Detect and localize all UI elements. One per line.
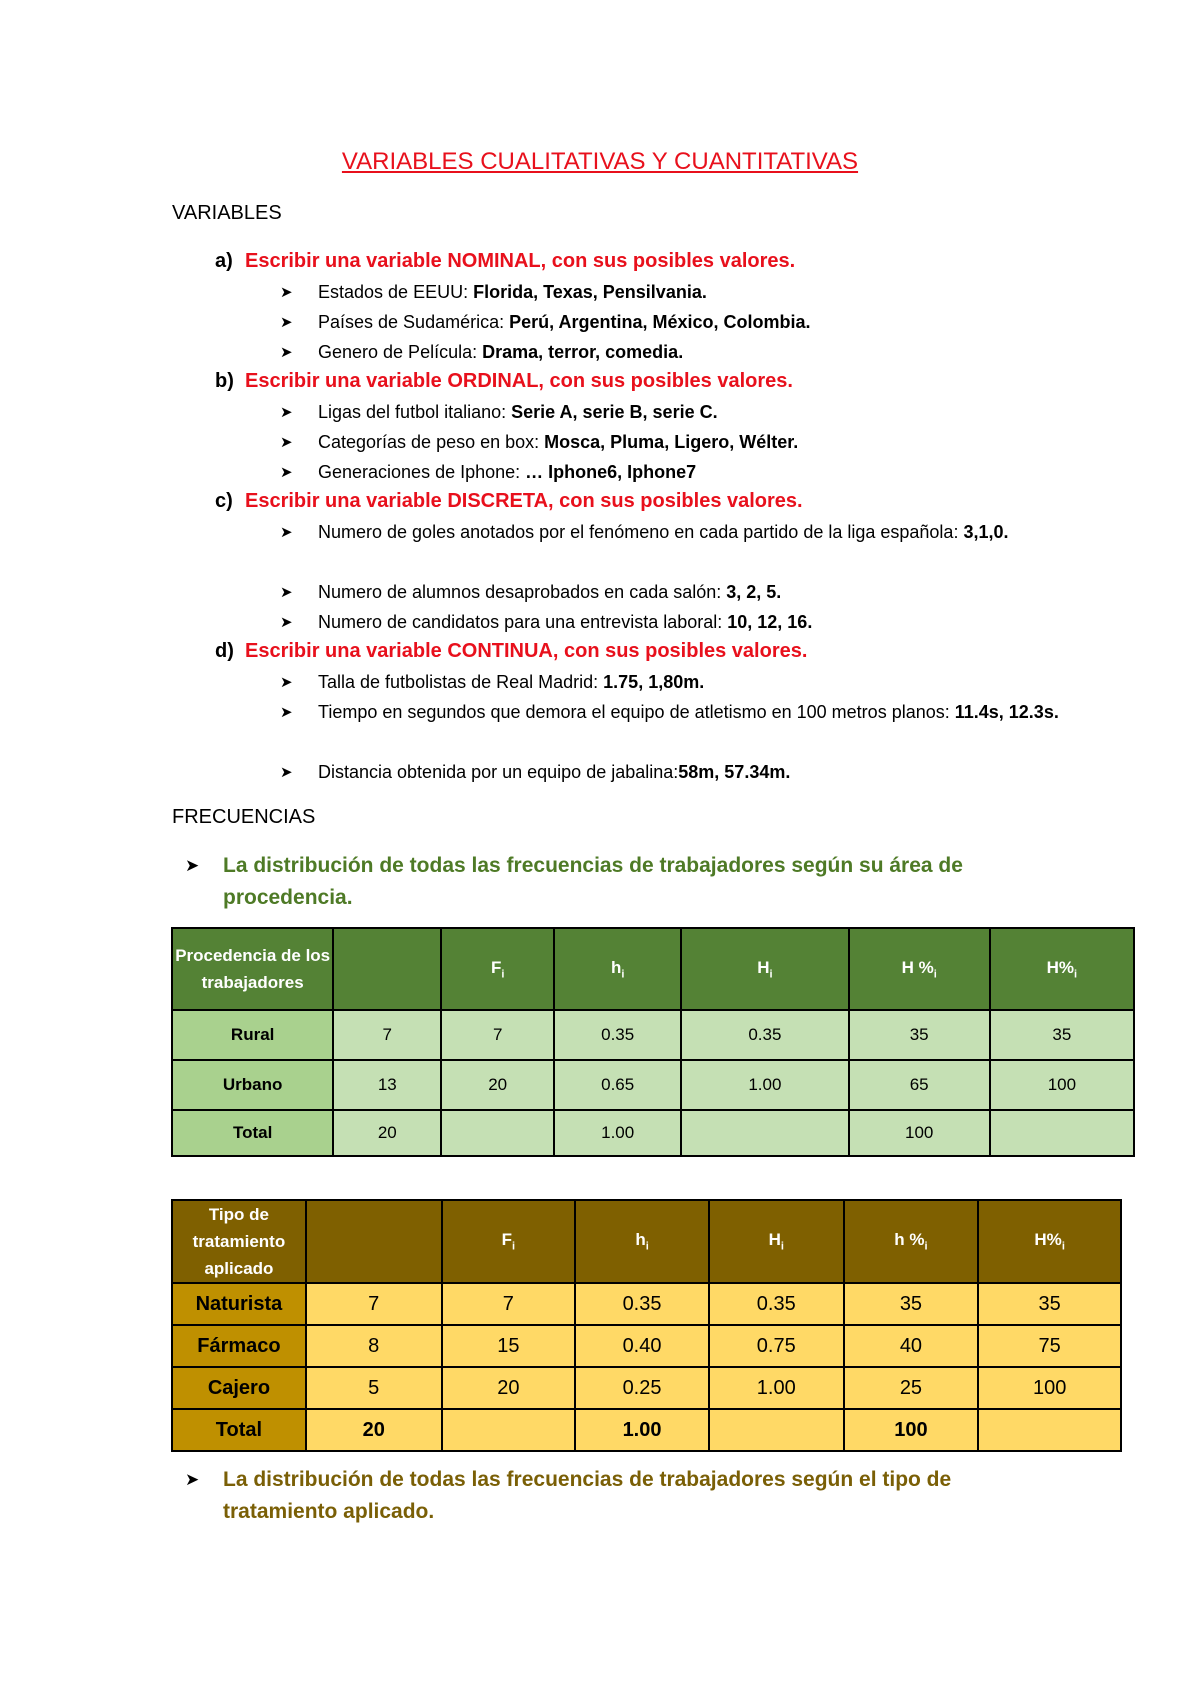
frecuencias-heading: FRECUENCIAS [172,806,316,828]
question-c: c) Escribir una variable DISCRETA, con sus posibles valores. [215,490,803,512]
table-cell: 5 [306,1367,442,1409]
table-cell: 0.25 [575,1367,709,1409]
table-cell: 15 [442,1325,576,1367]
arrow-bullet-icon: ➤ [280,314,293,331]
arrow-bullet-icon: ➤ [280,704,293,721]
table-cell: 0.35 [681,1010,848,1060]
table-header-cell: $H_i$ [681,928,848,1010]
row-label: Fármaco [172,1325,306,1367]
question-d: d) Escribir una variable CONTINUA, con sus posibles valores. [215,640,808,662]
table-cell: 0.35 [709,1283,844,1325]
arrow-bullet-icon: ➤ [280,404,293,421]
table-cell: 100 [978,1367,1121,1409]
arrow-bullet-icon: ➤ [280,584,293,601]
table-row [172,1110,1134,1156]
arrow-bullet-icon: ➤ [280,764,293,781]
table-cell: 100 [990,1060,1134,1110]
table-row [172,1325,1121,1367]
row-label: Cajero [172,1367,306,1409]
table-cell [978,1409,1121,1451]
arrow-bullet-icon: ➤ [280,464,293,481]
table-cell: 1.00 [681,1060,848,1110]
table-header-row [172,1200,1121,1283]
arrow-bullet-icon: ➤ [280,344,293,361]
table-header-cell: $H_i$ [709,1200,844,1283]
table-row [172,1010,1134,1060]
table-cell: 7 [441,1010,554,1060]
table-header-cell: h $\%_i$ [844,1200,979,1283]
table-row [172,1367,1121,1409]
table-cell [990,1110,1134,1156]
table-cell: 35 [978,1283,1121,1325]
document-page: VARIABLES CUALITATIVAS Y CUANTITATIVAS VARIABLES a) Escribir una variable NOMINAL, con sus posibles valores. ➤ Estados de EEUU: Florida, Texas, Pensilvania. ➤ Países de Sudamérica: Perú, Argentina, México, Colombia. ➤ Genero de Película: Drama, terror, comedia. b) Escribir una variable ORDINAL, con sus posibles valores. ➤ Ligas del futbol italiano: Serie A, serie B, serie C. ➤ Categorías de peso en box: Mosca, Pluma, Ligero, Wélter. ➤ Generaciones de Iphone: … Iphone6, Iphone7 c) Escribir una variable DISCRETA, con sus posibles valores. ➤ Numero de goles anotados por el fenómeno en cada partido de la liga española: 3,1,0. ➤ Numero de alumnos desaprobados en cada salón: 3, 2, 5. ➤ Numero de candidatos para una entrevista laboral: 10, 12, 16. d) Escribir una variable CONTINUA, con sus posibles valores. ➤ Talla de futbolistas de Real Madrid: 1.75, 1,80m. ➤ Tiempo en segundos que demora el equipo de atletismo en 100 metros planos: 11.4s, 12.3s. ➤ Distancia obtenida por un equipo de jabalina:58m, 57.34m. FRECUENCIAS ➤ La distribución de todas las frecuencias de trabajadores según su área de procedencia. Procedencia de los trabajadores $F_i$ $h_i$ $H_i$ H $\%_i$ $H\%_i$ Rural 7 7 0.35 0.35 35 35 Urbano 13 20 0.65 1.00 65 100 Total 20 1.00 100 Tipo de tratamiento aplicado $F_i$ $h_i$ $H_i$ h $\%_i$ $H\%_i$ Naturista 7 7 0.35 0.35 35 35 Fármaco 8 15 0.40 0.75 40 75 Cajero 5 20 0.25 1.00 25 100 Total 20 1.00 100 ➤ La distribución de todas las frecuencias de trabajadores según el tipo de tratamiento aplicado. [0,0,1200,1698]
table-header-cell: $H\%_i$ [990,928,1134,1010]
table-cell [681,1110,848,1156]
table-row [172,1060,1134,1110]
table-cell: 0.40 [575,1325,709,1367]
table-cell: 25 [844,1367,979,1409]
arrow-bullet-icon: ➤ [280,284,293,301]
arrow-bullet-icon: ➤ [280,524,293,541]
row-label: Urbano [172,1060,333,1110]
table-header-cell: $F_i$ [441,928,554,1010]
row-label: Total [172,1409,306,1451]
table-cell: 100 [844,1409,979,1451]
table-cell: 35 [990,1010,1134,1060]
table-header-cell: $H\%_i$ [978,1200,1121,1283]
table-cell: 1.00 [554,1110,681,1156]
table-header-cell: $h_i$ [575,1200,709,1283]
table-cell: 75 [978,1325,1121,1367]
table-header-row [172,928,1134,1010]
table-cell: 20 [441,1060,554,1110]
arrow-bullet-icon: ➤ [280,434,293,451]
table-header-cell: Procedencia de los trabajadores [172,928,333,1010]
table-cell [442,1409,576,1451]
table-cell: 0.35 [554,1010,681,1060]
table-cell: 20 [306,1409,442,1451]
table-cell: 0.75 [709,1325,844,1367]
table-cell: 7 [442,1283,576,1325]
table-cell: 20 [442,1367,576,1409]
table-header-cell: Tipo de tratamiento aplicado [172,1200,306,1283]
table-cell [441,1110,554,1156]
table-header-cell [333,928,441,1010]
table-cell: 1.00 [709,1367,844,1409]
table-cell: 40 [844,1325,979,1367]
table-header-cell: $F_i$ [442,1200,576,1283]
variables-heading: VARIABLES [172,202,282,224]
table-cell: 35 [849,1010,990,1060]
table-row [172,1283,1121,1325]
frequency-table-procedencia [171,927,1135,1157]
row-label: Total [172,1110,333,1156]
table-cell: 0.35 [575,1283,709,1325]
arrow-bullet-icon: ➤ [185,1470,200,1489]
table-header-cell: H $\%_i$ [849,928,990,1010]
table-cell: 8 [306,1325,442,1367]
question-b: b) Escribir una variable ORDINAL, con sus posibles valores. [215,370,793,392]
page-title: VARIABLES CUALITATIVAS Y CUANTITATIVAS [341,148,859,175]
frequency-table-tratamiento [171,1199,1122,1452]
table-cell: 13 [333,1060,441,1110]
table-cell: 35 [844,1283,979,1325]
table-cell: 1.00 [575,1409,709,1451]
table-header-cell: $h_i$ [554,928,681,1010]
row-label: Rural [172,1010,333,1060]
table-cell [709,1409,844,1451]
row-label: Naturista [172,1283,306,1325]
table-cell: 20 [333,1110,441,1156]
arrow-bullet-icon: ➤ [185,856,200,875]
table-cell: 0.65 [554,1060,681,1110]
table-cell: 7 [333,1010,441,1060]
arrow-bullet-icon: ➤ [280,614,293,631]
arrow-bullet-icon: ➤ [280,674,293,691]
table-header-cell [306,1200,442,1283]
table-cell: 100 [849,1110,990,1156]
table-cell: 7 [306,1283,442,1325]
table-cell: 65 [849,1060,990,1110]
table-row [172,1409,1121,1451]
question-a: a) Escribir una variable NOMINAL, con sus posibles valores. [215,250,796,272]
